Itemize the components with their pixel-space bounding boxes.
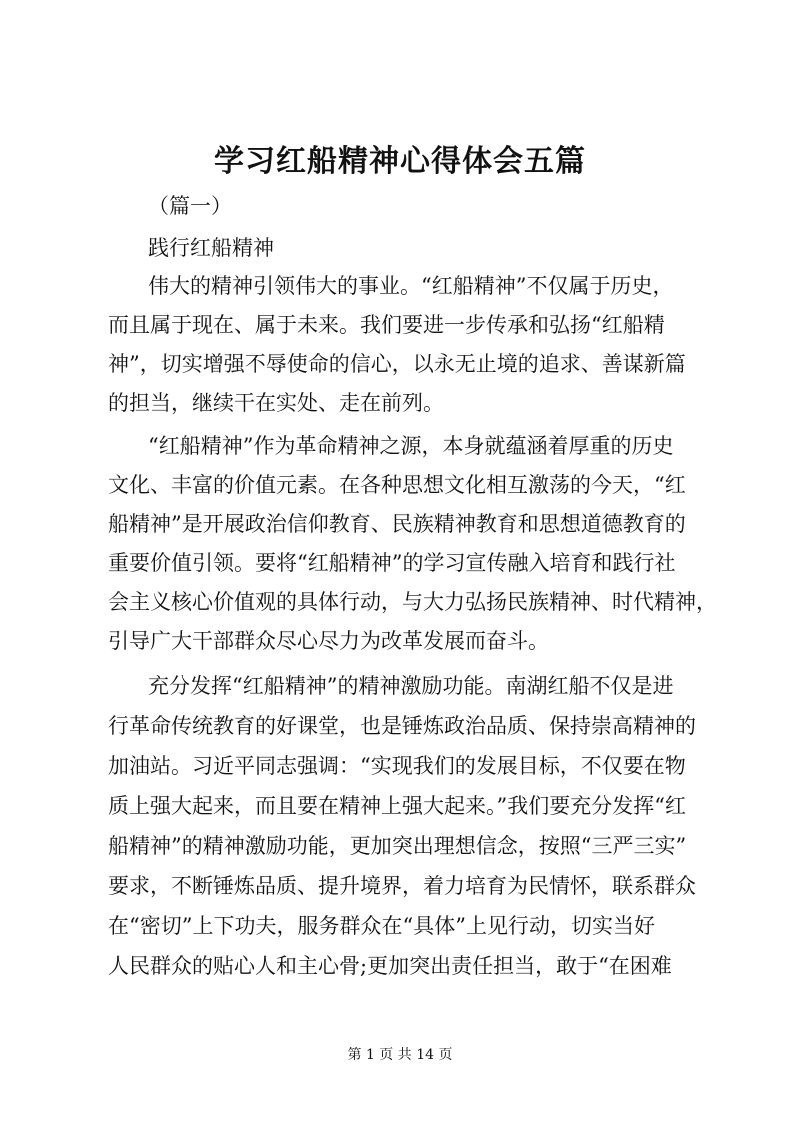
paragraph-line: 文化、丰富的价值元素。在各种思想文化相互激荡的今天，“红	[108, 473, 686, 497]
paragraph-line: 充分发挥“红船精神”的精神激励功能。南湖红船不仅是进	[148, 674, 674, 698]
paragraph-line: 引导广大干部群众尽心尽力为改革发展而奋斗。	[108, 629, 549, 653]
paragraph-line: 船精神”的精神激励功能，更加突出理想信念，按照“三严三实”	[108, 834, 687, 858]
paragraph-line: 在“密切”上下功夫，服务群众在“具体”上见行动，切实当好	[108, 914, 655, 938]
paragraph-line: 加油站。习近平同志强调：“实现我们的发展目标，不仅要在物	[108, 754, 686, 778]
paragraph-line: 行革命传统教育的好课堂，也是锤炼政治品质、保持崇高精神的	[108, 714, 696, 738]
paragraph-line: 伟大的精神引领伟大的事业。“红船精神”不仅属于历史，	[148, 274, 674, 298]
paragraph-line: 重要价值引领。要将“红船精神”的学习宣传融入培育和践行社	[108, 551, 676, 575]
paragraph-line: 会主义核心价值观的具体行动，与大力弘扬民族精神、时代精神，	[108, 590, 717, 614]
document-title: 学习红船精神心得体会五篇	[214, 144, 586, 179]
section-heading: （篇一）	[148, 194, 232, 218]
page-footer: 第 1 页 共 14 页	[347, 1047, 453, 1063]
paragraph-line: “红船精神”作为革命精神之源，本身就蕴涵着厚重的历史	[148, 434, 674, 458]
paragraph-line: 要求，不断锤炼品质、提升境界，着力培育为民情怀，联系群众	[108, 874, 696, 898]
paragraph-line: 的担当，继续干在实处、走在前列。	[108, 391, 444, 415]
paragraph-line: 神”，切实增强不辱使命的信心，以永无止境的追求、善谋新篇	[108, 352, 686, 376]
subtitle: 践行红船精神	[148, 236, 274, 260]
paragraph-line: 人民群众的贴心人和主心骨;更加突出责任担当，敢于“在困难	[108, 954, 672, 978]
paragraph-line: 质上强大起来，而且要在精神上强大起来。”我们要充分发挥“红	[108, 794, 686, 818]
paragraph-line: 而且属于现在、属于未来。我们要进一步传承和弘扬“红船精	[108, 313, 665, 337]
paragraph-line: 船精神”是开展政治信仰教育、民族精神教育和思想道德教育的	[108, 512, 686, 536]
